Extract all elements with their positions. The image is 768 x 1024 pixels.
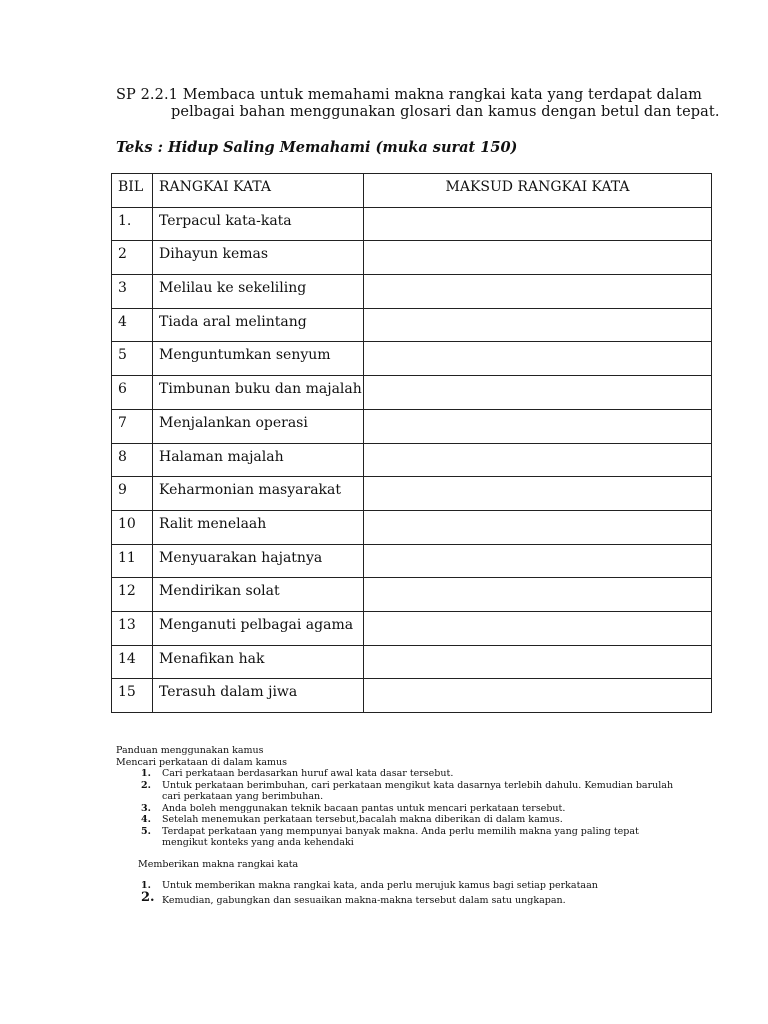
step-text: Cari perkataan berdasarkan huruf awal kata dasar tersebut. (162, 768, 454, 779)
row-rangkai-kata: Melilau ke sekeliling (153, 275, 364, 309)
row-maksud-blank[interactable] (364, 443, 712, 477)
row-rangkai-kata: Mendirikan solat (153, 578, 364, 612)
step-number: 1. (141, 768, 151, 779)
row-maksud-blank[interactable] (364, 241, 712, 275)
guide-step (116, 803, 676, 815)
step-text: Untuk perkataan berimbuhan, cari perkataan mengikut kata dasarnya terlebih dahulu. Kemudian barulah cari perkataan yang berimbuhan. (162, 779, 674, 802)
step-number: 5. (141, 825, 151, 837)
header-maksud: MAKSUD RANGKAI KATA (364, 174, 712, 208)
row-rangkai-kata: Menjalankan operasi (153, 409, 364, 443)
row-rangkai-kata: Menafikan hak (153, 645, 364, 679)
table-row (112, 241, 712, 275)
table-row (112, 376, 712, 410)
guide-step (116, 826, 676, 849)
row-rangkai-kata: Menguntumkan senyum (153, 342, 364, 376)
standard-line-1: SP 2.2.1 Membaca untuk memahami makna rangkai kata yang terdapat dalam (116, 87, 703, 103)
row-rangkai-kata: Terasuh dalam jiwa (153, 679, 364, 713)
guide-step (116, 814, 676, 826)
row-number: 13 (112, 611, 153, 645)
row-maksud-blank[interactable] (364, 578, 712, 612)
table-row (112, 477, 712, 511)
header-bil: BIL (112, 174, 153, 208)
row-number: 3 (112, 275, 153, 309)
row-rangkai-kata: Tiada aral melintang (153, 308, 364, 342)
dictionary-guide (116, 745, 676, 909)
guide-steps-list (116, 768, 676, 849)
row-number: 5 (112, 342, 153, 376)
table-row (112, 679, 712, 713)
row-number: 10 (112, 510, 153, 544)
guide-step (116, 768, 676, 780)
step-text: Untuk memberikan makna rangkai kata, anda perlu merujuk kamus bagi setiap perkataan (162, 880, 598, 891)
guide-title: Panduan menggunakan kamus (116, 745, 264, 756)
row-number: 6 (112, 376, 153, 410)
row-number: 9 (112, 477, 153, 511)
step-number: 2. (141, 779, 151, 791)
row-rangkai-kata: Dihayun kemas (153, 241, 364, 275)
row-maksud-blank[interactable] (364, 679, 712, 713)
table-row (112, 544, 712, 578)
row-maksud-blank[interactable] (364, 275, 712, 309)
row-maksud-blank[interactable] (364, 308, 712, 342)
header-rangkai-kata: RANGKAI KATA (153, 174, 364, 208)
table-row (112, 578, 712, 612)
guide-step (116, 780, 676, 803)
row-number: 7 (112, 409, 153, 443)
step-number: 4. (141, 814, 151, 825)
guide-steps-list-2 (116, 880, 676, 906)
step-number: 3. (141, 802, 151, 814)
row-number: 14 (112, 645, 153, 679)
table-row (112, 443, 712, 477)
step-number: 2. (141, 889, 155, 905)
table-row (112, 207, 712, 241)
step-text: Anda boleh menggunakan teknik bacaan pantas untuk mencari perkataan tersebut. (162, 802, 566, 814)
row-rangkai-kata: Terpacul kata-kata (153, 207, 364, 241)
row-maksud-blank[interactable] (364, 510, 712, 544)
table-row (112, 342, 712, 376)
text-title: Teks : Hidup Saling Memahami (muka surat 150) (116, 139, 518, 156)
row-rangkai-kata: Menyuarakan hajatnya (153, 544, 364, 578)
step-number: 1. (141, 880, 151, 891)
table-row (112, 275, 712, 309)
row-number: 11 (112, 544, 153, 578)
table-header-row (112, 174, 712, 208)
step-text: Setelah menemukan perkataan tersebut,bacalah makna diberikan di dalam kamus. (162, 814, 563, 825)
row-maksud-blank[interactable] (364, 544, 712, 578)
vocabulary-table (111, 173, 712, 713)
step-text: Kemudian, gabungkan dan sesuaikan makna-makna tersebut dalam satu ungkapan. (162, 894, 566, 906)
guide-subtitle: Mencari perkataan di dalam kamus (116, 756, 288, 768)
table-row (112, 308, 712, 342)
row-number: 4 (112, 308, 153, 342)
table-row (112, 645, 712, 679)
row-rangkai-kata: Keharmonian masyarakat (153, 477, 364, 511)
row-maksud-blank[interactable] (364, 611, 712, 645)
row-number: 8 (112, 443, 153, 477)
table-row (112, 510, 712, 544)
row-number: 1. (112, 207, 153, 241)
row-maksud-blank[interactable] (364, 376, 712, 410)
row-rangkai-kata: Halaman majalah (153, 443, 364, 477)
row-maksud-blank[interactable] (364, 477, 712, 511)
row-maksud-blank[interactable] (364, 645, 712, 679)
row-rangkai-kata: Timbunan buku dan majalah (153, 376, 364, 410)
guide-step (116, 889, 676, 907)
step-text: Terdapat perkataan yang mempunyai banyak makna. Anda perlu memilih makna yang paling tepat mengikut konteks yang anda kehendaki (162, 825, 639, 848)
row-maksud-blank[interactable] (364, 207, 712, 241)
row-number: 2 (112, 241, 153, 275)
row-rangkai-kata: Menganuti pelbagai agama (153, 611, 364, 645)
guide-step (116, 880, 676, 892)
row-number: 12 (112, 578, 153, 612)
table-row (112, 409, 712, 443)
row-maksud-blank[interactable] (364, 409, 712, 443)
guide-subtitle-2: Memberikan makna rangkai kata (138, 858, 299, 870)
standard-line-2: pelbagai bahan menggunakan glosari dan kamus dengan betul dan tepat. (171, 104, 720, 120)
table-row (112, 611, 712, 645)
row-rangkai-kata: Ralit menelaah (153, 510, 364, 544)
row-number: 15 (112, 679, 153, 713)
row-maksud-blank[interactable] (364, 342, 712, 376)
